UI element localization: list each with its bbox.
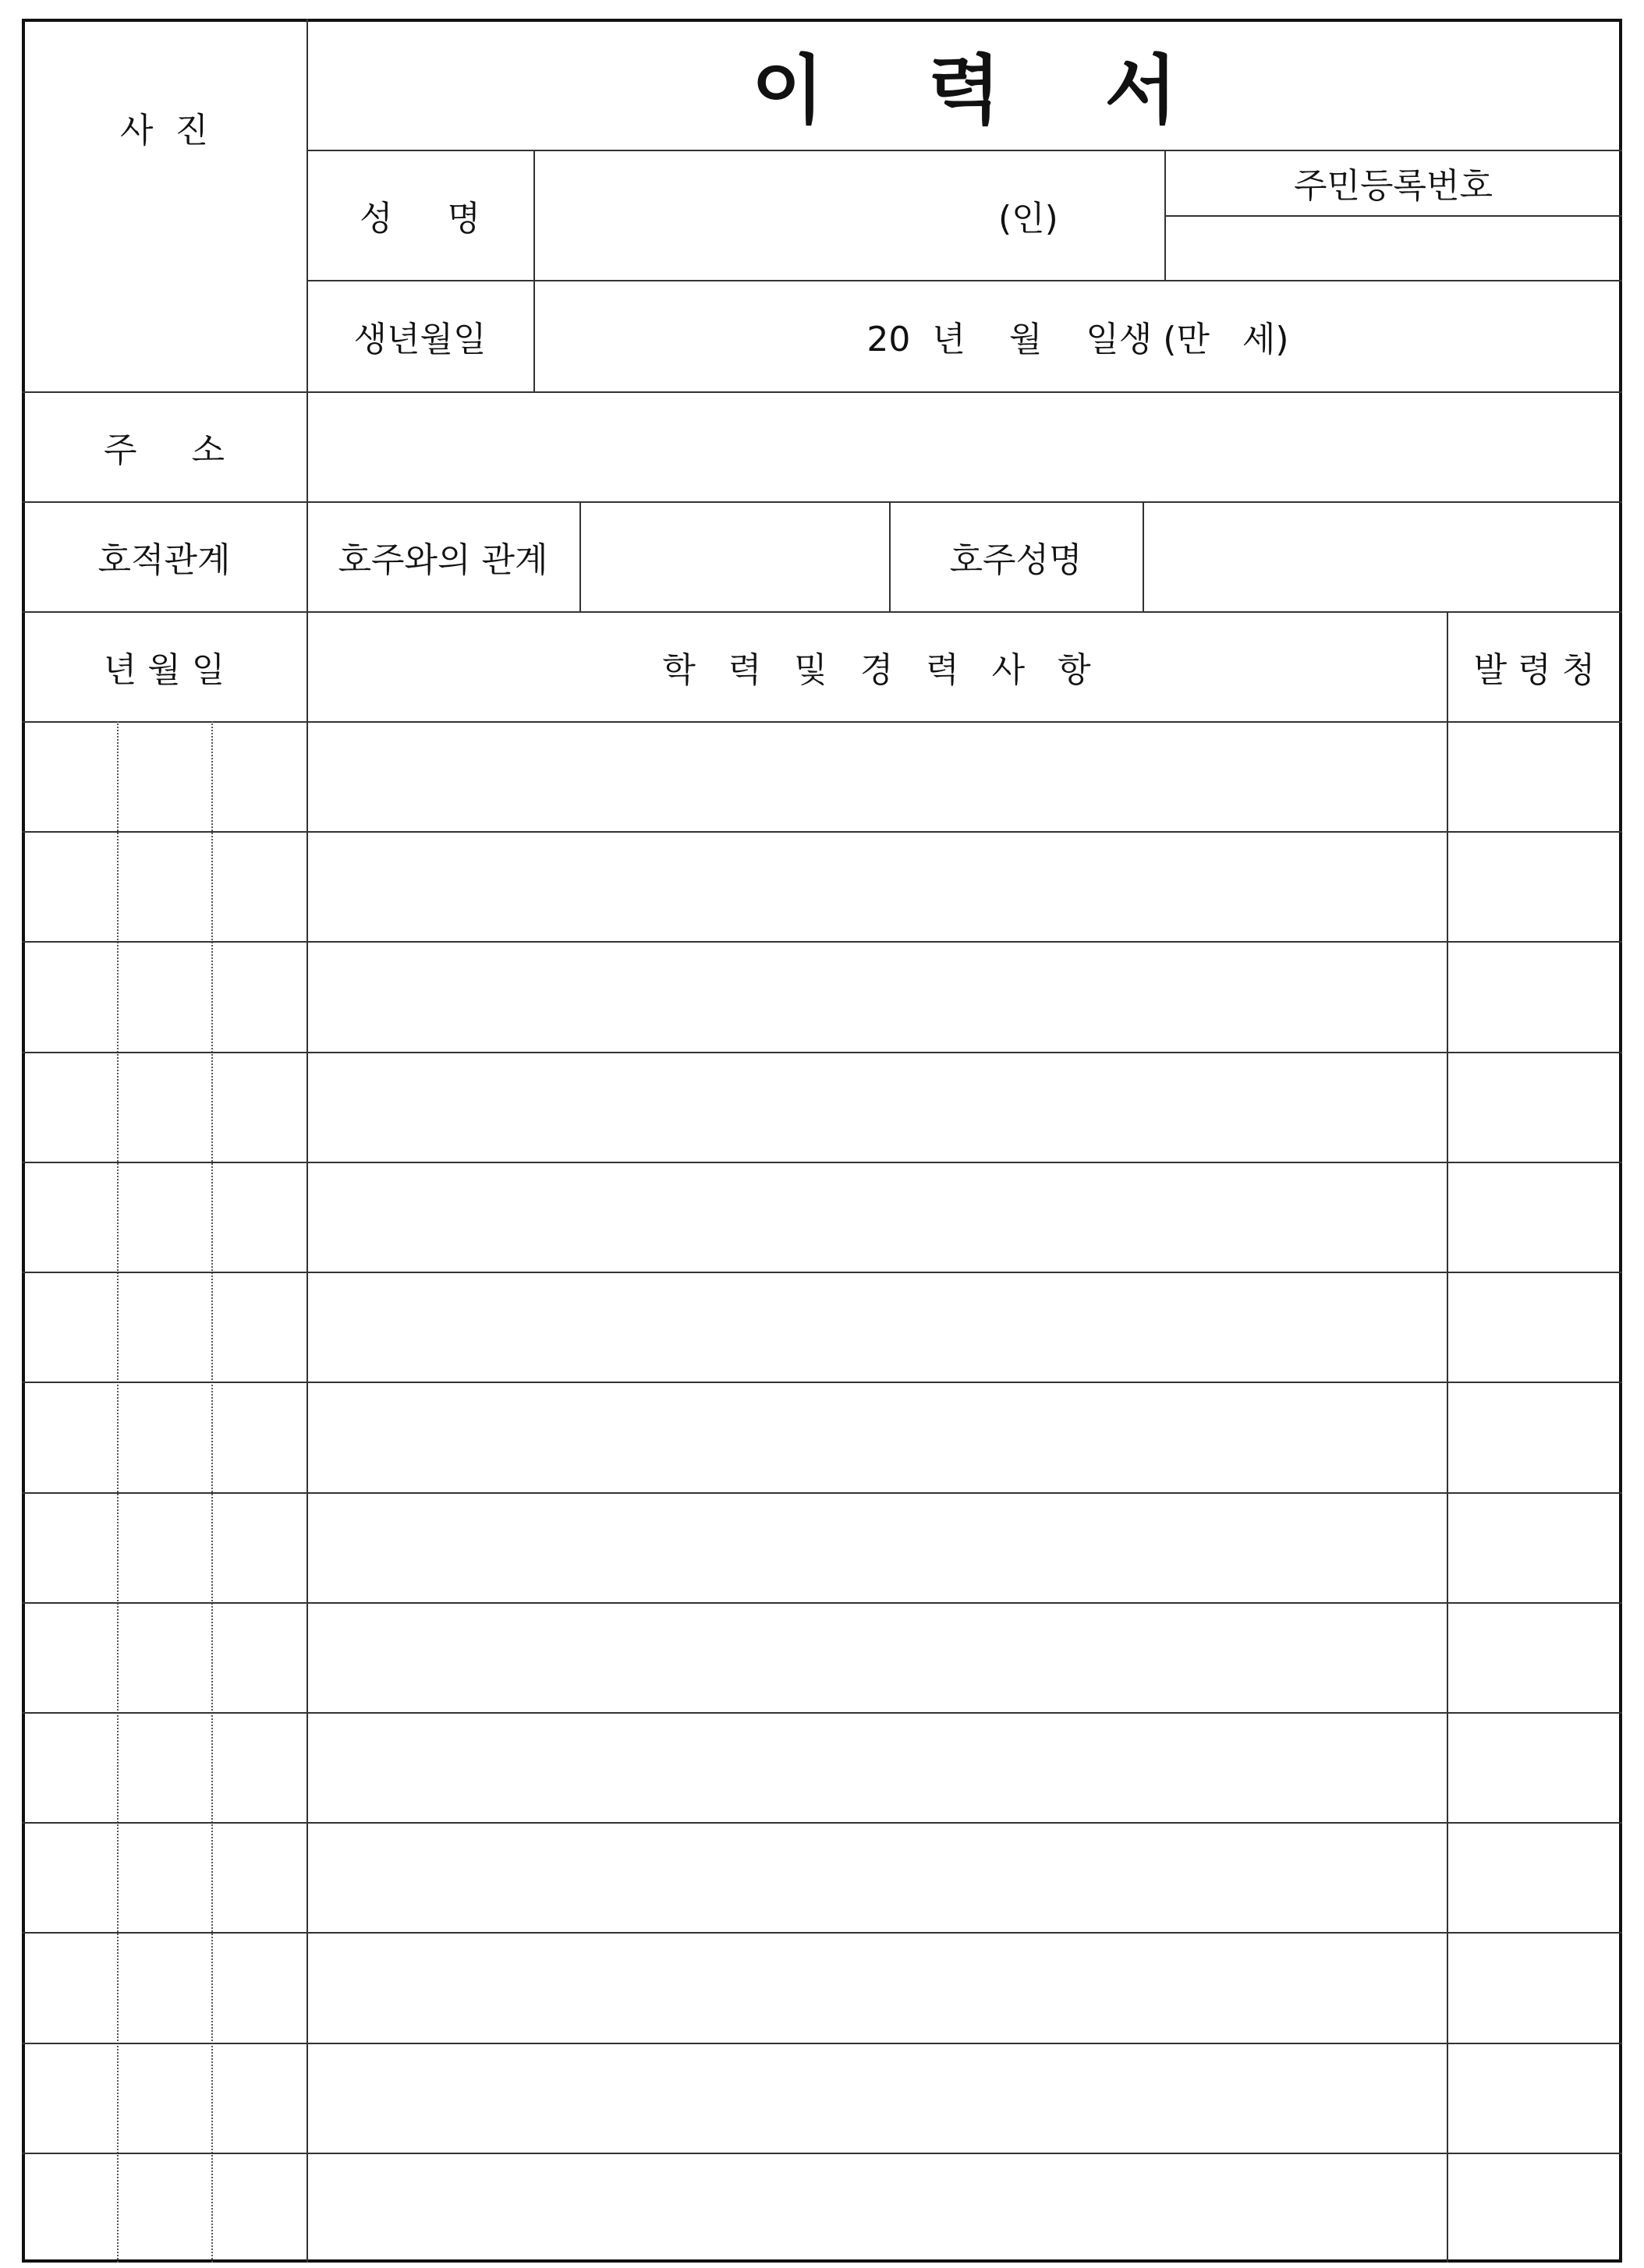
seal-label: (인) <box>998 198 1058 239</box>
date-header: 년 월 일 <box>103 649 225 690</box>
resident-id-field[interactable] <box>1164 215 1622 280</box>
history-date-cell[interactable] <box>22 1822 306 1932</box>
history-content-cell[interactable] <box>306 2153 1447 2263</box>
address-label: 주 소 <box>104 430 225 470</box>
history-issuer-cell[interactable] <box>1447 1602 1622 1712</box>
history-date-cell[interactable] <box>22 1052 306 1162</box>
head-name-field[interactable] <box>1143 501 1622 611</box>
birthdate-field[interactable]: 20 년 월 일생 (만 세) <box>866 319 1289 359</box>
history-content-cell[interactable] <box>306 1822 1447 1932</box>
history-content-cell[interactable] <box>306 2043 1447 2153</box>
history-date-cell[interactable] <box>22 2043 306 2153</box>
history-date-cell[interactable] <box>22 721 306 831</box>
history-date-cell[interactable] <box>22 831 306 941</box>
history-content-cell[interactable] <box>306 1932 1447 2042</box>
history-date-cell[interactable] <box>22 1272 306 1382</box>
history-content-cell[interactable] <box>306 1052 1447 1162</box>
relation-to-head-field[interactable] <box>579 501 889 611</box>
head-name-label: 호주성명 <box>949 540 1082 580</box>
history-issuer-cell[interactable] <box>1447 831 1622 941</box>
birthdate-label: 생년월일 <box>353 319 487 359</box>
history-date-cell[interactable] <box>22 1162 306 1272</box>
photo-area[interactable]: 사 진 <box>120 111 208 150</box>
history-issuer-cell[interactable] <box>1447 1162 1622 1272</box>
history-date-cell[interactable] <box>22 1382 306 1491</box>
history-issuer-cell[interactable] <box>1447 2153 1622 2263</box>
history-issuer-cell[interactable] <box>1447 721 1622 831</box>
name-field[interactable] <box>533 150 1164 280</box>
issuer-header: 발 령 청 <box>1473 649 1596 690</box>
resident-id-label: 주민등록번호 <box>1293 166 1493 206</box>
history-date-cell[interactable] <box>22 2153 306 2263</box>
history-content-cell[interactable] <box>306 941 1447 1051</box>
history-issuer-cell[interactable] <box>1447 1272 1622 1382</box>
history-content-header: 학 력 및 경 력 사 항 <box>662 649 1091 690</box>
history-content-cell[interactable] <box>306 1382 1447 1491</box>
name-label: 성 명 <box>360 198 480 239</box>
history-issuer-cell[interactable] <box>1447 1382 1622 1491</box>
history-content-cell[interactable] <box>306 831 1447 941</box>
history-content-cell[interactable] <box>306 1712 1447 1822</box>
history-issuer-cell[interactable] <box>1447 2043 1622 2153</box>
history-content-cell[interactable] <box>306 1602 1447 1712</box>
history-date-cell[interactable] <box>22 1602 306 1712</box>
relation-to-head-label: 호주와의 관계 <box>338 540 548 580</box>
history-content-cell[interactable] <box>306 1492 1447 1602</box>
address-field[interactable] <box>306 391 1622 501</box>
history-issuer-cell[interactable] <box>1447 1492 1622 1602</box>
history-issuer-cell[interactable] <box>1447 1052 1622 1162</box>
history-date-cell[interactable] <box>22 1932 306 2042</box>
history-date-cell[interactable] <box>22 941 306 1051</box>
history-date-cell[interactable] <box>22 1492 306 1602</box>
history-content-cell[interactable] <box>306 1162 1447 1272</box>
history-content-cell[interactable] <box>306 1272 1447 1382</box>
history-content-cell[interactable] <box>306 721 1447 831</box>
family-relation-label: 호적관계 <box>97 540 231 580</box>
history-date-cell[interactable] <box>22 1712 306 1822</box>
history-issuer-cell[interactable] <box>1447 941 1622 1051</box>
history-issuer-cell[interactable] <box>1447 1932 1622 2042</box>
page-title: 이 력 서 <box>751 46 1178 134</box>
history-issuer-cell[interactable] <box>1447 1712 1622 1822</box>
history-issuer-cell[interactable] <box>1447 1822 1622 1932</box>
